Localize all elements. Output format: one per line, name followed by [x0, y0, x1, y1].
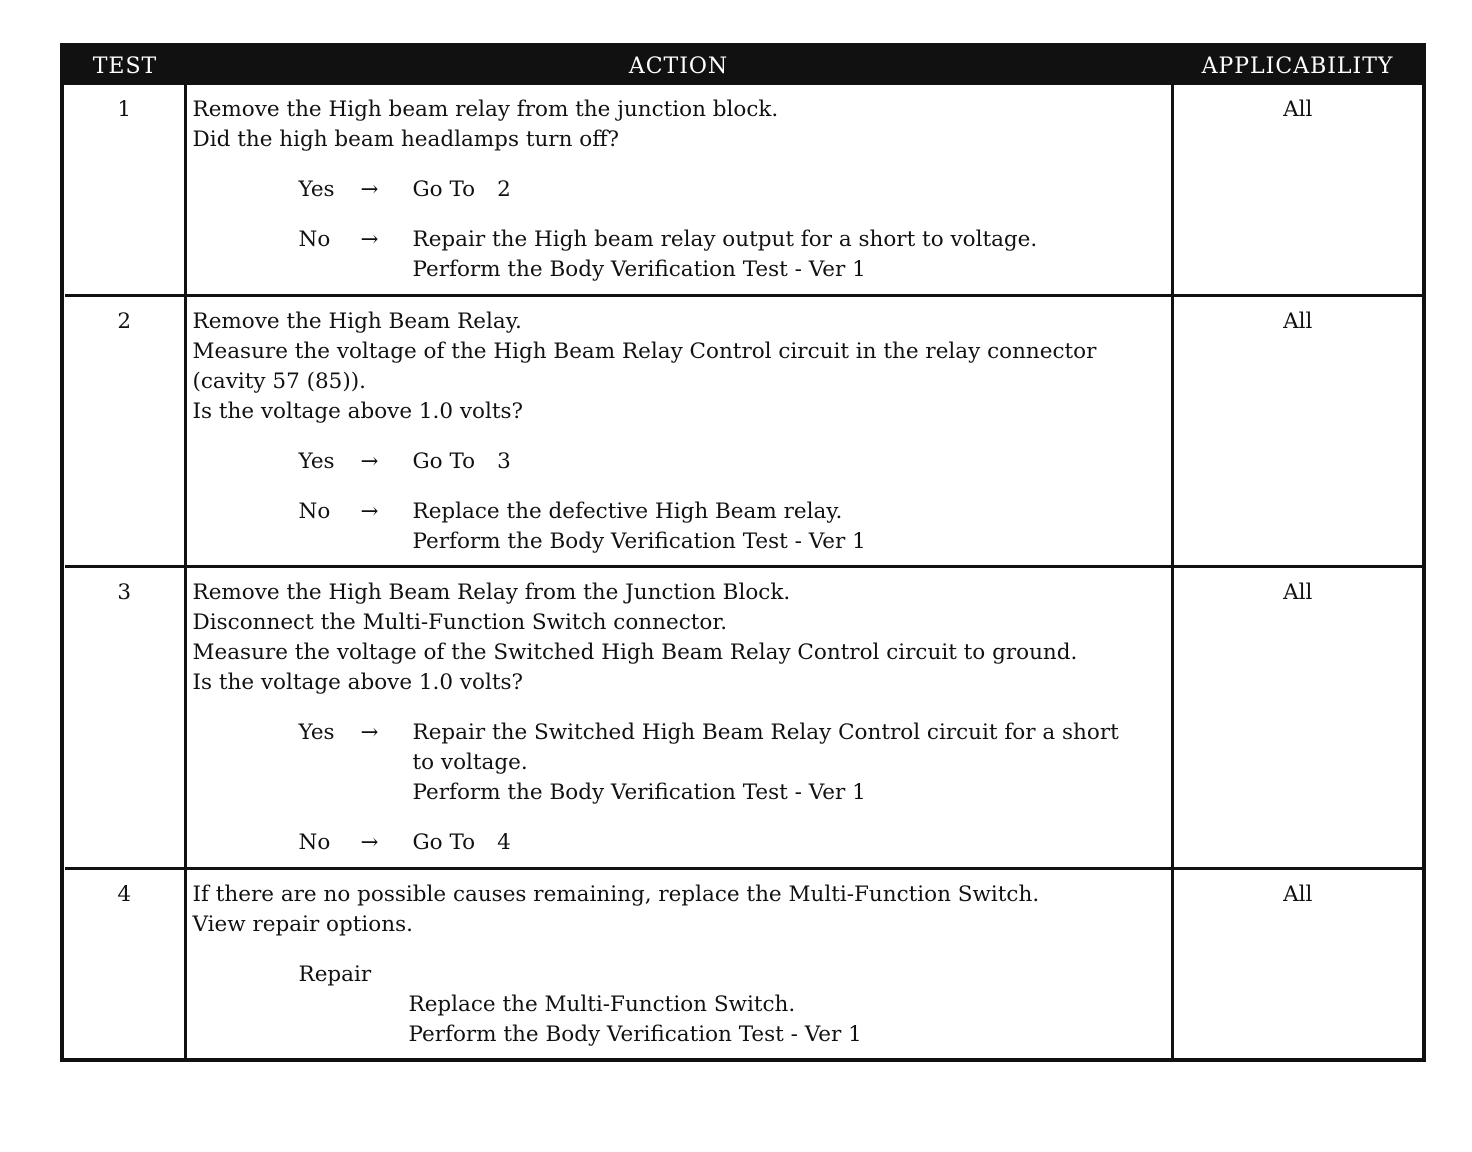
test-number: 2 — [65, 295, 185, 566]
yes-branch — [193, 175, 1167, 205]
goto-number: 4 — [497, 829, 511, 855]
action-line[interactable]: View repair options. — [192, 911, 413, 937]
diagnostic-table-frame — [60, 43, 1426, 1062]
goto-number: 2 — [497, 177, 511, 202]
test-number: 3 — [65, 566, 185, 868]
action-line: Measure the voltage of the High Beam Relay Control circuit in the relay connector — [192, 338, 1097, 364]
action-line: Remove the High Beam Relay. — [192, 308, 522, 334]
outcome-line: Repair the Switched High Beam Relay Control circuit for a short — [412, 719, 1119, 745]
diagnostic-table — [64, 47, 1422, 1058]
repair-line: Replace the Multi-Function Switch. — [408, 991, 796, 1017]
no-branch — [193, 225, 1167, 285]
no-label: No — [298, 498, 331, 524]
yes-branch — [193, 718, 1167, 808]
action-cell — [185, 85, 1172, 295]
applicability-value: All — [1172, 295, 1422, 566]
action-line: Remove the High beam relay from the junction block. — [192, 97, 779, 122]
repair-label: Repair — [298, 961, 372, 987]
action-cell — [185, 566, 1172, 868]
arrow-icon: → — [360, 719, 379, 745]
table-row — [65, 868, 1422, 1058]
table-row — [65, 85, 1422, 295]
table-row — [65, 295, 1422, 566]
goto-label: Go To — [412, 829, 476, 855]
yes-label: Yes — [298, 177, 335, 202]
no-outcome — [413, 497, 1167, 557]
goto-link[interactable] — [413, 175, 1167, 205]
goto-number: 3 — [497, 448, 511, 474]
outcome-line: Replace the defective High Beam relay. — [412, 498, 843, 524]
table-header-row — [65, 47, 1422, 85]
header-action: ACTION — [185, 47, 1172, 85]
repair-steps — [409, 990, 1167, 1050]
applicability-value: All — [1172, 85, 1422, 295]
no-label: No — [298, 829, 331, 855]
no-branch — [193, 497, 1167, 557]
goto-link[interactable] — [413, 447, 1167, 477]
outcome-line: Perform the Body Verification Test - Ver 1 — [412, 528, 866, 554]
yes-label: Yes — [298, 719, 335, 745]
header-applicability: APPLICABILITY — [1172, 47, 1422, 85]
outcome-line: to voltage. — [412, 749, 528, 775]
outcome-line: Perform the Body Verification Test - Ver 1 — [412, 257, 866, 282]
applicability-value: All — [1172, 868, 1422, 1058]
repair-line: Perform the Body Verification Test - Ver 1 — [408, 1021, 862, 1047]
yes-branch — [193, 447, 1167, 477]
arrow-icon: → — [360, 448, 379, 474]
outcome-line: Perform the Body Verification Test - Ver 1 — [412, 779, 866, 805]
outcome-line: Repair the High beam relay output for a short to voltage. — [412, 227, 1038, 252]
test-number: 1 — [117, 97, 132, 122]
arrow-icon: → — [360, 227, 379, 252]
applicability-value: All — [1172, 566, 1422, 868]
repair-option — [193, 960, 1167, 1050]
no-label: No — [298, 227, 331, 252]
no-outcome — [413, 225, 1167, 285]
test-number: 4 — [65, 868, 185, 1058]
arrow-icon: → — [360, 498, 379, 524]
goto-label: Go To — [412, 177, 476, 202]
header-test: TEST — [65, 47, 185, 85]
arrow-icon: → — [360, 177, 379, 202]
arrow-icon: → — [360, 829, 379, 855]
no-branch — [193, 828, 1167, 858]
action-line: If there are no possible causes remaining, replace the Multi-Function Switch. — [192, 881, 1040, 907]
action-line: Is the voltage above 1.0 volts? — [192, 398, 524, 424]
action-line: Did the high beam headlamps turn off? — [192, 127, 620, 152]
action-line: Measure the voltage of the Switched High Beam Relay Control circuit to ground. — [192, 639, 1078, 665]
action-line: (cavity 57 (85)). — [192, 368, 366, 394]
action-line: Is the voltage above 1.0 volts? — [192, 669, 524, 695]
action-line: Disconnect the Multi-Function Switch connector. — [192, 609, 728, 635]
yes-label: Yes — [298, 448, 335, 474]
action-line: Remove the High Beam Relay from the Junction Block. — [192, 579, 791, 605]
table-row — [65, 566, 1422, 868]
goto-label: Go To — [412, 448, 476, 474]
action-cell — [185, 868, 1172, 1058]
yes-outcome — [413, 718, 1167, 808]
goto-link[interactable] — [413, 828, 1167, 858]
action-cell — [185, 295, 1172, 566]
